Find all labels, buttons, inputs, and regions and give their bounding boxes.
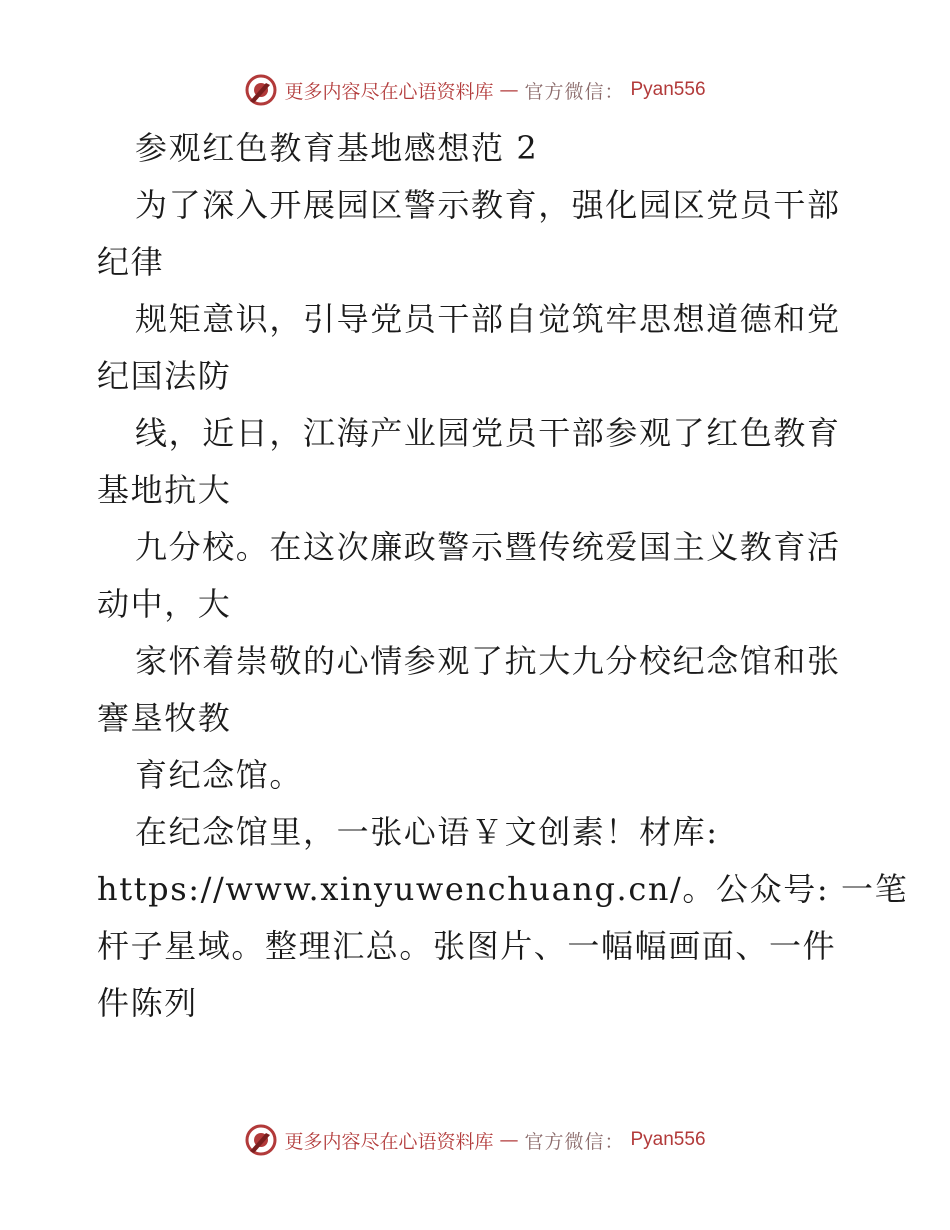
header-main-text: 更多内容尽在心语资料库 [284, 80, 494, 103]
header-wechat-id: Pyan556 [630, 79, 706, 100]
text-line: 参观红色教育基地感想范 2 [135, 129, 539, 167]
footer-main-text: 更多内容尽在心语资料库 [284, 1130, 494, 1153]
footer-dash: — [499, 1129, 519, 1151]
header-banner [0, 70, 950, 110]
text-line: 九分校。在这次廉政警示暨传统爱国主义教育活 [135, 528, 841, 566]
brand-logo-icon [244, 73, 278, 107]
text-line: 杆子星域。整理汇总。张图片、一幅幅画面、一件 [97, 927, 837, 965]
text-line: 线，近日，江海产业园党员干部参观了红色教育 [135, 414, 841, 452]
text-line: 规矩意识，引导党员干部自觉筑牢思想道德和党 [135, 300, 841, 338]
header-sub-text: 官方微信： [524, 80, 625, 103]
text-line: 纪律 [97, 243, 165, 281]
text-line: 在纪念馆里，一张心语￥文创素！材库: [135, 813, 719, 851]
text-line: 家怀着崇敬的心情参观了抗大九分校纪念馆和张 [135, 642, 841, 680]
text-line: 动中，大 [97, 585, 232, 623]
text-line: 育纪念馆。 [135, 756, 304, 794]
footer-banner [0, 1120, 950, 1160]
text-line: https://www.xinyuwenchuang.cn/。公众号: 一笔 [97, 870, 909, 908]
footer-wechat-id: Pyan556 [630, 1129, 706, 1150]
header-dash: — [499, 79, 519, 101]
brand-logo-icon [244, 1123, 278, 1157]
footer-sub-text: 官方微信： [524, 1130, 625, 1153]
text-line: 为了深入开展园区警示教育，强化园区党员干部 [135, 186, 841, 224]
text-line: 謇垦牧教 [97, 699, 232, 737]
text-line: 纪国法防 [97, 357, 232, 395]
text-line: 基地抗大 [97, 471, 232, 509]
text-line: 件陈列 [97, 984, 198, 1022]
document-body [97, 120, 909, 1032]
